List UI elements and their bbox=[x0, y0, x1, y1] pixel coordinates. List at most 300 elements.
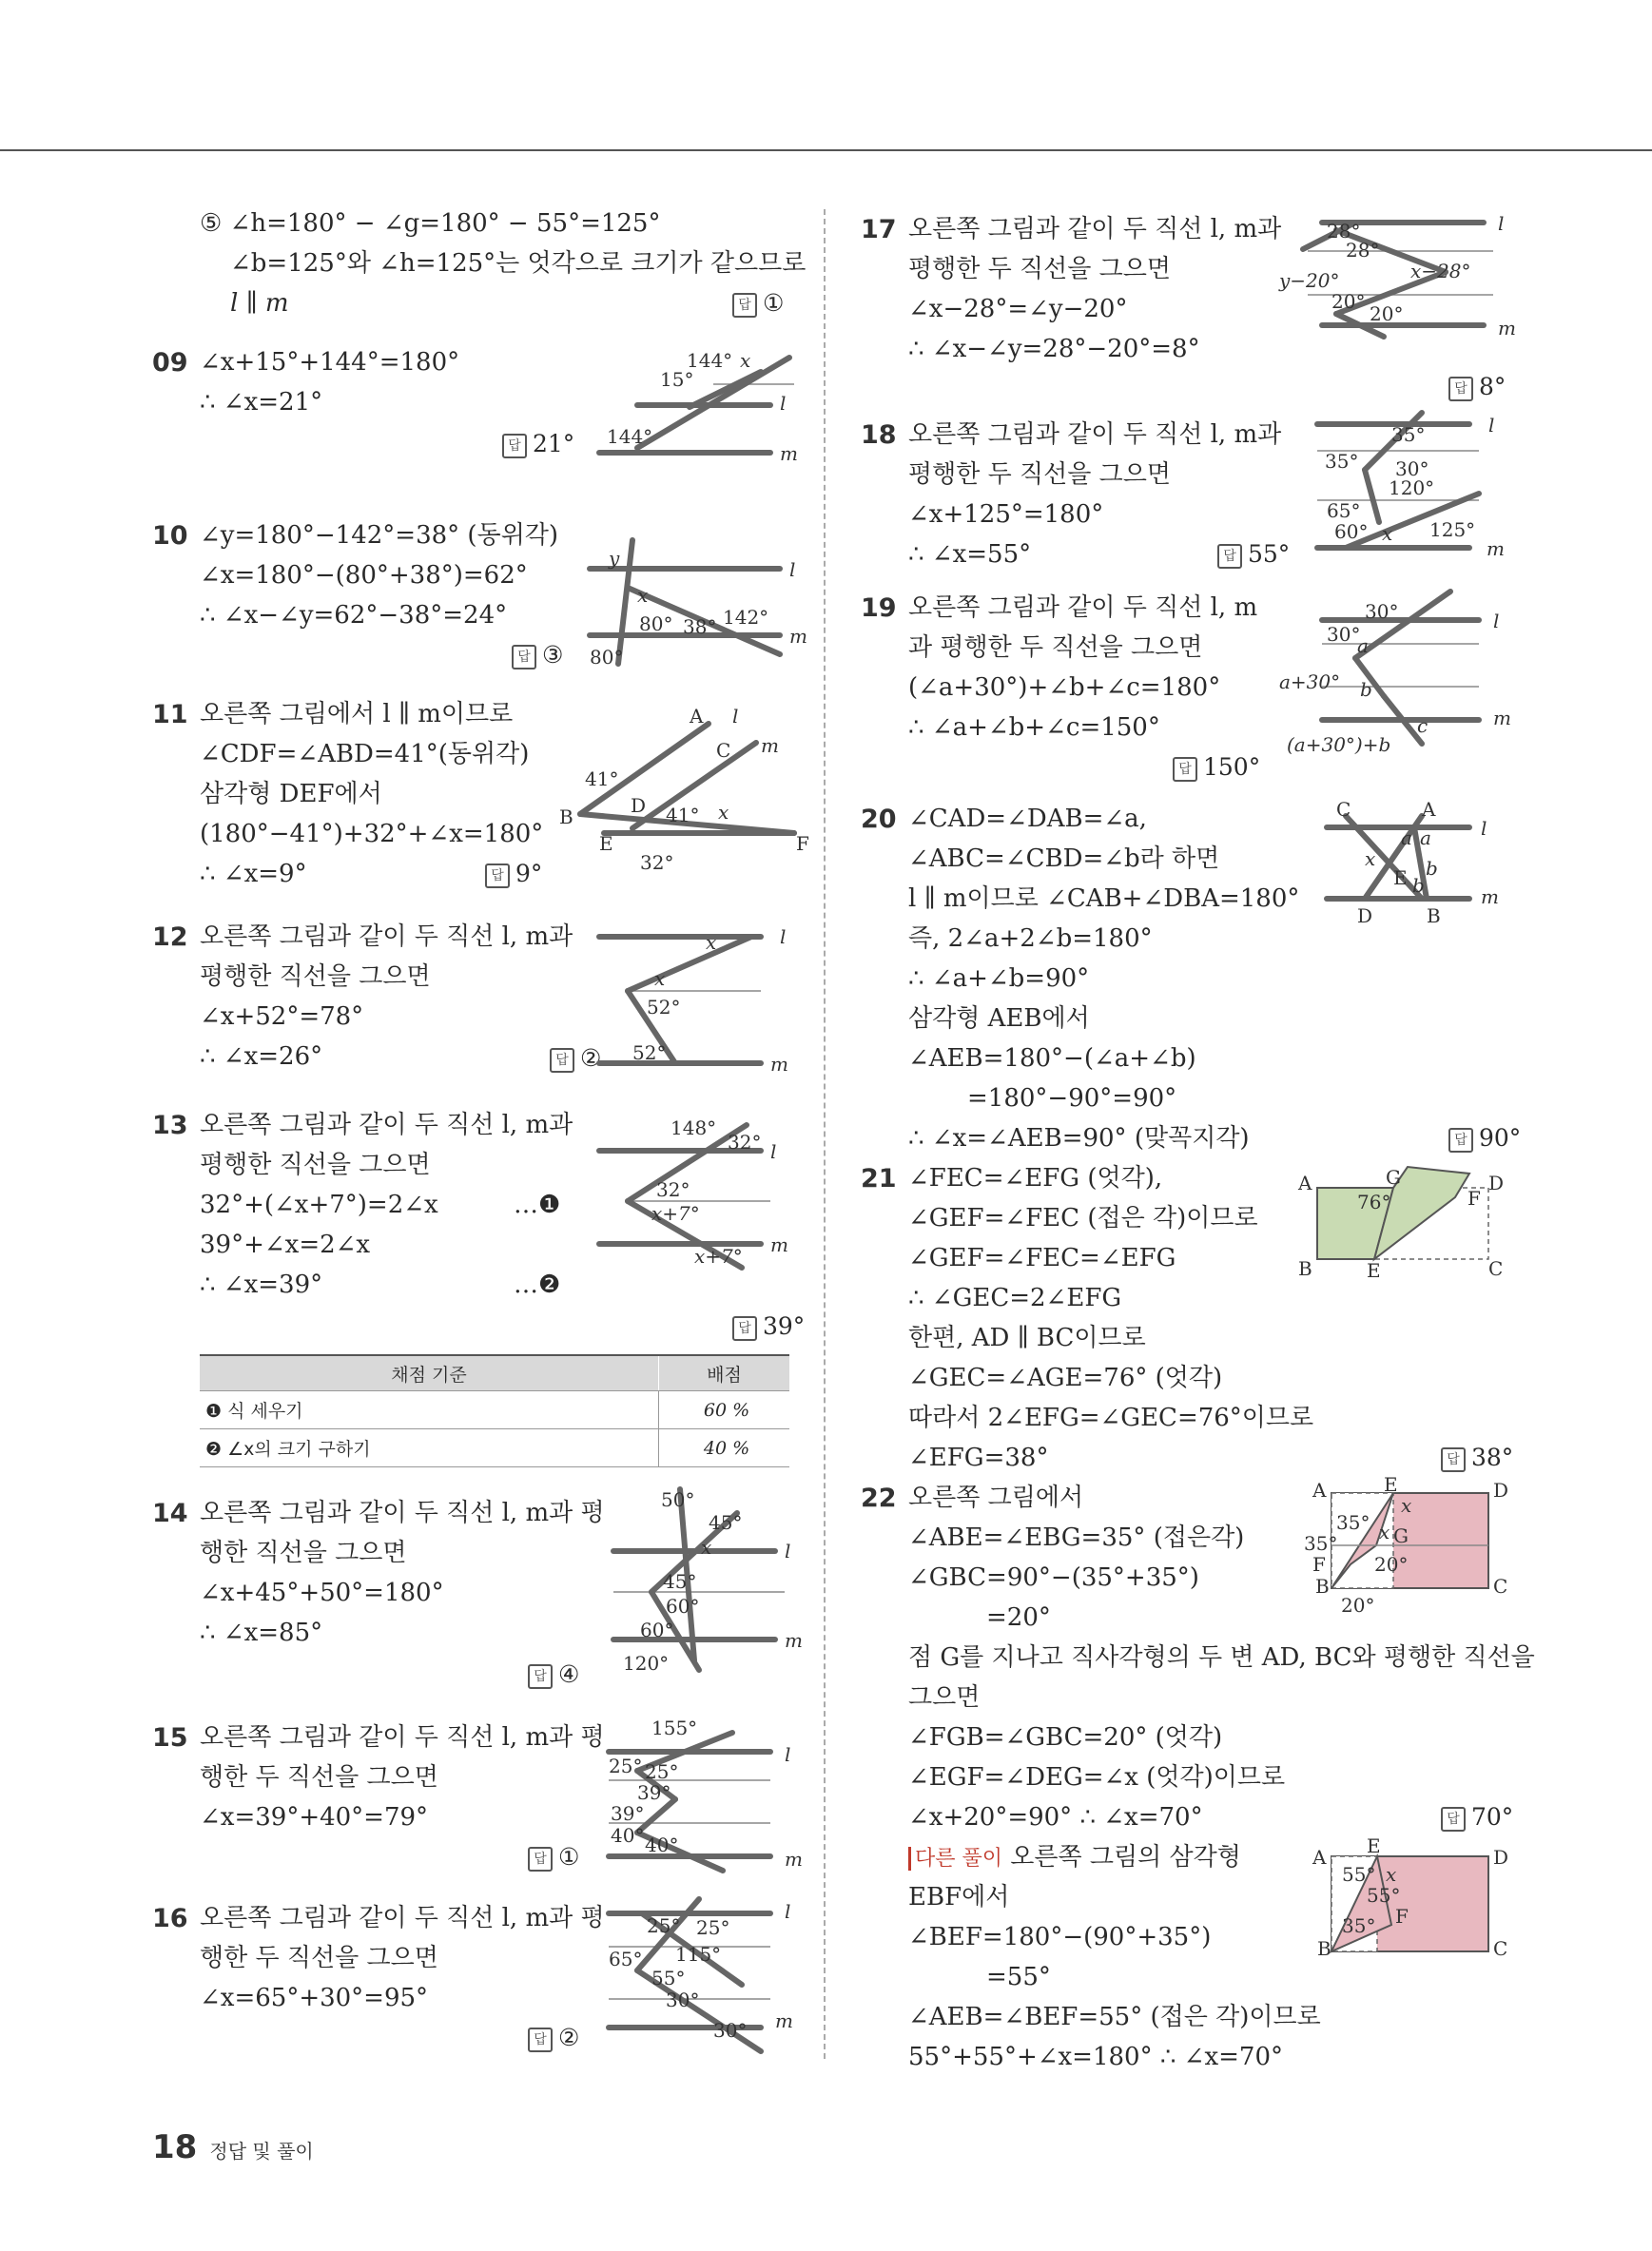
fig-label: l bbox=[780, 925, 787, 948]
solution-line: ∴ ∠GEC=2∠EFG bbox=[908, 1284, 1122, 1312]
table-row bbox=[200, 1391, 789, 1429]
figure-10 bbox=[590, 540, 808, 673]
fig-label: l bbox=[785, 1743, 791, 1766]
solution-line: 즉, 2∠a+2∠b=180° bbox=[908, 924, 1153, 953]
fig-label: x bbox=[706, 931, 717, 954]
fig-label: m bbox=[770, 1233, 788, 1256]
problem-number: 10 bbox=[152, 521, 188, 551]
solution-line: ∴ ∠a+∠b=90° bbox=[908, 964, 1090, 993]
fig-label: E bbox=[1393, 866, 1408, 889]
top-rule bbox=[0, 149, 1652, 151]
solution-line: ∠GEC=∠AGE=76° (엇각) bbox=[908, 1364, 1223, 1392]
problem-number: 18 bbox=[861, 420, 897, 450]
answer-value: ③ bbox=[542, 641, 564, 669]
fig-label: m bbox=[761, 734, 779, 757]
fig-label: l bbox=[785, 1900, 791, 1923]
answer bbox=[1217, 540, 1290, 569]
fig-label: 20° bbox=[1341, 1594, 1375, 1617]
problem-number: 11 bbox=[152, 700, 188, 729]
fig-label: 15° bbox=[660, 368, 694, 391]
fig-label: 30° bbox=[1395, 457, 1429, 480]
fig-label: B bbox=[1317, 1937, 1331, 1960]
fig-label: 20° bbox=[1370, 302, 1404, 325]
solution-line: ∴ ∠x=∠AEB=90° (맞꼭지각) bbox=[908, 1124, 1250, 1153]
fig-label: C bbox=[1493, 1575, 1508, 1598]
table-header-row bbox=[200, 1355, 789, 1391]
solution-line: 삼각형 DEF에서 bbox=[200, 780, 382, 808]
fig-label: 45° bbox=[663, 1570, 697, 1593]
answer bbox=[732, 1312, 805, 1341]
solution-line: 행한 두 직선을 그으면 bbox=[200, 1763, 438, 1792]
solution-line: (180°−41°)+32°+∠x=180° bbox=[200, 820, 544, 848]
fig-label: 60° bbox=[1334, 520, 1369, 543]
answer-value: ① bbox=[558, 1843, 580, 1871]
figure-09 bbox=[599, 339, 808, 472]
answer-icon: 답 bbox=[732, 293, 757, 318]
answer bbox=[485, 860, 542, 888]
alt-solution-heading bbox=[908, 1837, 1241, 1879]
fig-label: l bbox=[1493, 610, 1500, 632]
table-row bbox=[200, 1429, 789, 1467]
fig-label: x bbox=[637, 584, 649, 607]
solution-line: ∠x=39°+40°=79° bbox=[200, 1803, 429, 1832]
fig-label: 38° bbox=[683, 615, 717, 638]
answer-icon: 답 bbox=[528, 1847, 553, 1872]
fig-label: a bbox=[1420, 826, 1431, 849]
fig-label: D bbox=[631, 794, 647, 817]
solution-line: 오른쪽 그림과 같이 두 직선 l, m과 bbox=[200, 1111, 573, 1139]
fig-label: x bbox=[654, 967, 666, 990]
fig-label: D bbox=[1493, 1479, 1509, 1502]
fig-label: 32° bbox=[640, 851, 674, 874]
fig-label: b bbox=[1426, 857, 1438, 880]
figure-16 bbox=[609, 1894, 813, 2061]
figure-17 bbox=[1279, 211, 1516, 344]
fig-label: G bbox=[1393, 1524, 1409, 1547]
answer-icon: 답 bbox=[1441, 1807, 1466, 1832]
answer-value: ① bbox=[763, 289, 785, 317]
solution-line: ∴ ∠x=85° bbox=[200, 1619, 323, 1647]
table-cell: ❷ ∠x의 크기 구하기 bbox=[200, 1429, 659, 1467]
fig-label: 35° bbox=[1304, 1532, 1338, 1555]
solution-line: ∴ ∠x=55° bbox=[908, 540, 1032, 569]
fig-label: m bbox=[1487, 537, 1505, 560]
solution-line: ∠x=65°+30°=95° bbox=[200, 1984, 429, 2012]
solution-line: ∠FGB=∠GBC=20° (엇각) bbox=[908, 1723, 1223, 1752]
answer-value: ② bbox=[558, 2024, 580, 2051]
fig-label: b bbox=[1412, 874, 1425, 897]
figure-14 bbox=[613, 1489, 813, 1679]
fig-label: A bbox=[1422, 798, 1436, 821]
solution-line: ∠FEC=∠EFG (엇각), bbox=[908, 1164, 1163, 1193]
fig-label: 45° bbox=[709, 1511, 743, 1534]
solution-line: 오른쪽 그림에서 l ∥ m이므로 bbox=[200, 700, 514, 728]
fig-label: B bbox=[1298, 1257, 1312, 1280]
problem-number: 22 bbox=[861, 1484, 897, 1513]
answer-value: 8° bbox=[1479, 373, 1506, 400]
fig-label: l bbox=[785, 1540, 791, 1562]
fig-label: F bbox=[1312, 1553, 1326, 1576]
fig-label: x bbox=[1382, 522, 1393, 545]
solution-line: EBF에서 bbox=[908, 1883, 1010, 1911]
fig-label: l bbox=[789, 558, 796, 581]
solution-line: ∠x+52°=78° bbox=[200, 1002, 364, 1031]
answer-value: 38° bbox=[1471, 1444, 1514, 1471]
fig-label: m bbox=[1493, 707, 1511, 729]
solution-line: 오른쪽 그림과 같이 두 직선 l, m과 bbox=[908, 215, 1282, 243]
solution-line: ∠CDF=∠ABD=41°(동위각) bbox=[200, 740, 530, 768]
solution-line: ∠x+20°=90° ∴ ∠x=70° bbox=[908, 1803, 1203, 1832]
answer-value: 21° bbox=[533, 430, 575, 457]
fig-label: 40° bbox=[611, 1824, 645, 1847]
fig-label: l bbox=[1488, 414, 1495, 437]
figure-19 bbox=[1279, 592, 1512, 763]
scoring-table bbox=[200, 1354, 789, 1467]
fig-label: 65° bbox=[1327, 499, 1361, 522]
fig-label: 40° bbox=[645, 1834, 679, 1856]
solution-line: 평행한 직선을 그으면 bbox=[200, 962, 431, 991]
table-header: 채점 기준 bbox=[200, 1355, 659, 1391]
fig-label: a bbox=[1357, 634, 1369, 657]
solution-line: 오른쪽 그림과 같이 두 직선 l, m과 bbox=[200, 922, 573, 951]
solution-line: 그으면 bbox=[908, 1683, 981, 1712]
answer bbox=[502, 430, 574, 458]
figure-15 bbox=[609, 1714, 813, 1875]
fig-label: x bbox=[1401, 1494, 1412, 1517]
fig-label: l bbox=[1481, 817, 1487, 840]
fig-label: 80° bbox=[590, 646, 624, 669]
solution-line: 오른쪽 그림과 같이 두 직선 l, m bbox=[908, 593, 1258, 622]
solution-line: ∠x+15°+144°=180° bbox=[200, 348, 460, 377]
solution-line: ∴ ∠x=21° bbox=[200, 388, 323, 417]
fig-label: 30° bbox=[713, 2019, 748, 2042]
answer-icon: 답 bbox=[1448, 377, 1473, 401]
answer-icon: 답 bbox=[550, 1048, 574, 1073]
solution-line: (∠a+30°)+∠b+∠c=180° bbox=[908, 673, 1221, 702]
fig-label: 35° bbox=[1325, 450, 1359, 473]
fig-label: l bbox=[1498, 212, 1505, 235]
solution-line: 과 평행한 두 직선을 그으면 bbox=[908, 633, 1203, 662]
fig-label: B bbox=[559, 805, 573, 828]
fig-label: C bbox=[1493, 1937, 1508, 1960]
answer bbox=[1441, 1803, 1513, 1832]
solution-line: ⑤ ∠h=180° − ∠g=180° − 55°=125° bbox=[200, 209, 661, 238]
solution-line: ∠y=180°−142°=38° (동위각) bbox=[200, 521, 559, 550]
solution-line: ∠x=180°−(80°+38°)=62° bbox=[200, 561, 528, 590]
step-marker: …❶ bbox=[514, 1191, 561, 1219]
fig-label: 25° bbox=[609, 1755, 643, 1777]
fig-label: l bbox=[780, 392, 787, 415]
solution-line: ∠AEB=∠BEF=55° (접은 각)이므로 bbox=[908, 2003, 1321, 2031]
answer bbox=[528, 1843, 579, 1872]
solution-line: ∠b=125°와 ∠h=125°는 엇각으로 크기가 같으므로 bbox=[230, 249, 807, 278]
fig-label: 30° bbox=[1327, 623, 1361, 646]
solution-line: l ∥ m bbox=[230, 289, 289, 318]
solution-line: ∴ ∠x=39° bbox=[200, 1271, 323, 1299]
solution-line: 오른쪽 그림과 같이 두 직선 l, m과 bbox=[908, 420, 1282, 449]
fig-label: l bbox=[732, 705, 739, 728]
solution-line: 오른쪽 그림과 같이 두 직선 l, m과 평 bbox=[200, 1499, 605, 1527]
answer-icon: 답 bbox=[528, 2028, 553, 2052]
fig-label: 32° bbox=[656, 1178, 690, 1201]
solution-line: ∴ ∠x−∠y=28°−20°=8° bbox=[908, 335, 1200, 363]
fig-label: x+7° bbox=[694, 1245, 743, 1268]
fig-label: 41° bbox=[585, 767, 619, 790]
answer-value: ② bbox=[580, 1044, 602, 1072]
fig-label: 55° bbox=[1367, 1884, 1401, 1907]
solution-line: 오른쪽 그림에서 bbox=[908, 1484, 1084, 1512]
fig-label: 144° bbox=[607, 425, 653, 448]
solution-line: ∠ABE=∠EBG=35° (접은각) bbox=[908, 1523, 1245, 1552]
fig-label: m bbox=[785, 1629, 803, 1652]
fig-label: x bbox=[740, 349, 751, 372]
fig-label: 52° bbox=[632, 1041, 667, 1064]
fig-label: B bbox=[1427, 904, 1441, 927]
fig-label: b bbox=[1360, 678, 1372, 701]
problem-number: 12 bbox=[152, 922, 188, 952]
solution-line: 평행한 직선을 그으면 bbox=[200, 1151, 431, 1179]
problem-number: 17 bbox=[861, 215, 897, 244]
fig-label: a+30° bbox=[1279, 670, 1341, 693]
fig-label: 28° bbox=[1327, 220, 1361, 243]
fig-label: 30° bbox=[1365, 600, 1399, 623]
figure-11 bbox=[556, 700, 813, 874]
fig-label: 55° bbox=[651, 1967, 686, 1989]
fig-label: 142° bbox=[723, 606, 769, 629]
fig-label: A bbox=[1312, 1479, 1327, 1502]
fig-label: x bbox=[1379, 1521, 1390, 1543]
fig-label: 39° bbox=[637, 1781, 671, 1804]
solution-line: ∠x+125°=180° bbox=[908, 500, 1104, 529]
page-title: 정답 및 풀이 bbox=[209, 2140, 314, 2163]
fig-label: 20° bbox=[1374, 1553, 1409, 1576]
solution-line: 행한 직선을 그으면 bbox=[200, 1539, 407, 1567]
problem-number: 15 bbox=[152, 1723, 188, 1753]
fig-label: m bbox=[1498, 317, 1516, 340]
solution-line: ∴ ∠x=9° bbox=[200, 860, 307, 888]
solution-line: =20° bbox=[986, 1603, 1051, 1632]
column-divider bbox=[824, 209, 826, 2059]
figure-18 bbox=[1308, 413, 1512, 565]
fig-label: B bbox=[1315, 1575, 1330, 1598]
fig-label: m bbox=[775, 2009, 793, 2032]
fig-label: 30° bbox=[666, 1989, 700, 2011]
problem-number: 16 bbox=[152, 1904, 188, 1933]
answer-value: 39° bbox=[763, 1312, 806, 1340]
solution-line: 삼각형 AEB에서 bbox=[908, 1004, 1090, 1033]
fig-label: E bbox=[599, 832, 613, 855]
answer-value: 55° bbox=[1248, 540, 1291, 568]
answer bbox=[528, 2024, 579, 2052]
fig-label: E bbox=[1367, 1834, 1381, 1857]
solution-line: 오른쪽 그림과 같이 두 직선 l, m과 평 bbox=[200, 1723, 605, 1752]
figure-22-alt bbox=[1279, 1834, 1512, 1970]
fig-label: D bbox=[1488, 1172, 1505, 1194]
fig-label: A bbox=[1298, 1172, 1312, 1194]
fig-label: x bbox=[1386, 1863, 1397, 1886]
answer bbox=[512, 641, 563, 669]
figure-12 bbox=[599, 922, 808, 1075]
solution-line: 점 G를 지나고 직사각형의 두 변 AD, BC와 평행한 직선을 bbox=[908, 1643, 1535, 1672]
fig-label: x−28° bbox=[1410, 260, 1471, 282]
solution-line: ∠BEF=180°−(90°+35°) bbox=[908, 1923, 1212, 1951]
answer-icon: 답 bbox=[1217, 544, 1242, 569]
answer bbox=[1173, 753, 1260, 782]
solution-line: 평행한 두 직선을 그으면 bbox=[908, 255, 1171, 283]
answer-value: 90° bbox=[1479, 1124, 1522, 1152]
solution-line: ∴ ∠a+∠b+∠c=150° bbox=[908, 713, 1160, 742]
solution-line: ∠ABC=∠CBD=∠b라 하면 bbox=[908, 844, 1220, 873]
fig-label: 25° bbox=[696, 1916, 730, 1939]
fig-label: m bbox=[770, 1053, 788, 1076]
figure-21 bbox=[1298, 1159, 1512, 1292]
solution-line: ∠EFG=38° bbox=[908, 1444, 1049, 1472]
problem-number: 19 bbox=[861, 593, 897, 623]
fig-label: x+7° bbox=[651, 1202, 700, 1225]
fig-label: 39° bbox=[611, 1802, 645, 1825]
answer-icon: 답 bbox=[502, 434, 527, 458]
fig-label: D bbox=[1357, 904, 1373, 927]
answer-value: 9° bbox=[515, 860, 543, 887]
solution-line: 오른쪽 그림과 같이 두 직선 l, m과 평 bbox=[200, 1904, 605, 1932]
page-number: 18 bbox=[152, 2128, 198, 2166]
solution-line: 39°+∠x=2∠x bbox=[200, 1231, 371, 1259]
answer-icon: 답 bbox=[1448, 1128, 1473, 1153]
solution-line: ∠x−28°=∠y−20° bbox=[908, 295, 1128, 323]
fig-label: 60° bbox=[640, 1619, 674, 1641]
fig-label: 32° bbox=[728, 1131, 762, 1154]
transversal bbox=[690, 372, 761, 407]
answer bbox=[1448, 1124, 1521, 1153]
table-cell: 40 % bbox=[659, 1429, 790, 1467]
fig-label: C bbox=[1336, 798, 1351, 821]
fig-label: m bbox=[780, 442, 798, 465]
fig-label: 115° bbox=[675, 1943, 722, 1966]
fig-label: 148° bbox=[671, 1116, 717, 1139]
fig-label: 25° bbox=[645, 1760, 679, 1783]
answer bbox=[1448, 373, 1506, 401]
fig-label: 125° bbox=[1429, 518, 1476, 541]
step-marker: …❷ bbox=[514, 1271, 561, 1299]
solution-line: ∴ ∠x−∠y=62°−38°=24° bbox=[200, 601, 508, 630]
fig-label: 120° bbox=[623, 1652, 670, 1675]
fig-label: c bbox=[1417, 714, 1428, 737]
alt-solution-tag: 다른 풀이 bbox=[908, 1847, 1002, 1871]
fig-label: 28° bbox=[1346, 239, 1380, 262]
fig-label: m bbox=[789, 625, 807, 648]
fig-label: a bbox=[1401, 826, 1412, 849]
fig-label: 20° bbox=[1331, 290, 1366, 313]
fig-label: 144° bbox=[687, 349, 733, 372]
solution-line: 평행한 두 직선을 그으면 bbox=[908, 460, 1171, 489]
fig-label: F bbox=[796, 832, 809, 855]
answer-icon: 답 bbox=[485, 864, 510, 888]
fig-label: 35° bbox=[1391, 423, 1426, 446]
fig-label: 55° bbox=[1342, 1863, 1376, 1886]
answer-value: 150° bbox=[1203, 753, 1261, 781]
fig-label: 35° bbox=[1342, 1914, 1376, 1937]
fig-label: (a+30°)+b bbox=[1287, 733, 1391, 756]
answer-icon: 답 bbox=[1173, 757, 1197, 782]
fig-label: A bbox=[690, 705, 704, 728]
answer bbox=[528, 1660, 579, 1689]
solution-line: =180°−90°=90° bbox=[967, 1084, 1177, 1113]
fig-label: D bbox=[1493, 1846, 1509, 1869]
table-cell: 60 % bbox=[659, 1391, 790, 1429]
solution-line: 32°+(∠x+7°)=2∠x bbox=[200, 1191, 438, 1219]
solution-line: ∠GEF=∠FEC (접은 각)이므로 bbox=[908, 1204, 1258, 1232]
fig-label: F bbox=[1467, 1187, 1481, 1210]
answer-value: ④ bbox=[558, 1660, 580, 1688]
fig-label: 120° bbox=[1389, 476, 1435, 499]
fig-label: 80° bbox=[639, 612, 673, 635]
answer bbox=[550, 1044, 601, 1073]
transversal bbox=[628, 937, 751, 991]
solution-line: ∠AEB=180°−(∠a+∠b) bbox=[908, 1044, 1196, 1073]
fig-label: 52° bbox=[647, 996, 681, 1019]
fig-label: x bbox=[1365, 847, 1376, 870]
problem-number: 13 bbox=[152, 1111, 188, 1140]
solution-line: ∠CAD=∠DAB=∠a, bbox=[908, 805, 1147, 833]
solution-line: 오른쪽 그림의 삼각형 bbox=[1010, 1843, 1241, 1872]
fig-label: G bbox=[1386, 1166, 1401, 1189]
problem-number: 20 bbox=[861, 805, 897, 834]
answer-icon: 답 bbox=[512, 645, 536, 669]
answer-icon: 답 bbox=[732, 1316, 757, 1341]
solution-line: ∠EGF=∠DEG=∠x (엇각)이므로 bbox=[908, 1763, 1286, 1792]
solution-line: ∠GEF=∠FEC=∠EFG bbox=[908, 1244, 1176, 1272]
solution-line: 한편, AD ∥ BC이므로 bbox=[908, 1324, 1146, 1352]
fig-label: l bbox=[770, 1140, 777, 1163]
figure-22 bbox=[1279, 1474, 1512, 1617]
table-cell: ❶ 식 세우기 bbox=[200, 1391, 659, 1429]
fig-label: x bbox=[718, 801, 729, 824]
fig-label: C bbox=[1488, 1257, 1504, 1280]
fig-label: F bbox=[1395, 1905, 1409, 1928]
figure-20 bbox=[1327, 799, 1512, 932]
page-footer bbox=[152, 2128, 314, 2166]
fig-label: 155° bbox=[651, 1717, 698, 1739]
fig-label: A bbox=[1312, 1846, 1327, 1869]
fig-label: 25° bbox=[647, 1914, 681, 1937]
fig-label: 65° bbox=[609, 1948, 643, 1970]
fig-label: 41° bbox=[666, 804, 700, 826]
answer bbox=[732, 289, 784, 318]
solution-line: 따라서 2∠EFG=∠GEC=76°이므로 bbox=[908, 1404, 1314, 1432]
problem-number: 14 bbox=[152, 1499, 188, 1528]
problem-number: 21 bbox=[861, 1164, 897, 1193]
fig-label: E bbox=[1367, 1259, 1381, 1282]
solution-line: =55° bbox=[986, 1963, 1051, 1991]
fig-label: m bbox=[1481, 885, 1499, 908]
figure-13 bbox=[599, 1111, 808, 1272]
table-header: 배점 bbox=[659, 1355, 790, 1391]
answer-icon: 답 bbox=[1441, 1447, 1466, 1472]
fig-label: E bbox=[1384, 1473, 1398, 1496]
fig-label: C bbox=[716, 739, 731, 762]
fig-label: m bbox=[785, 1848, 803, 1871]
solution-line: ∴ ∠x=26° bbox=[200, 1042, 323, 1071]
fig-label: 50° bbox=[661, 1488, 695, 1511]
fig-label: 60° bbox=[666, 1595, 700, 1618]
solution-line: 55°+55°+∠x=180° ∴ ∠x=70° bbox=[908, 2043, 1283, 2071]
solution-line: ∠x+45°+50°=180° bbox=[200, 1579, 444, 1607]
fig-label: y−20° bbox=[1279, 269, 1340, 292]
problem-number: 09 bbox=[152, 348, 188, 378]
fig-label: 35° bbox=[1336, 1511, 1370, 1534]
fig-label: 76° bbox=[1357, 1191, 1391, 1213]
fig-label: x bbox=[701, 1536, 712, 1559]
